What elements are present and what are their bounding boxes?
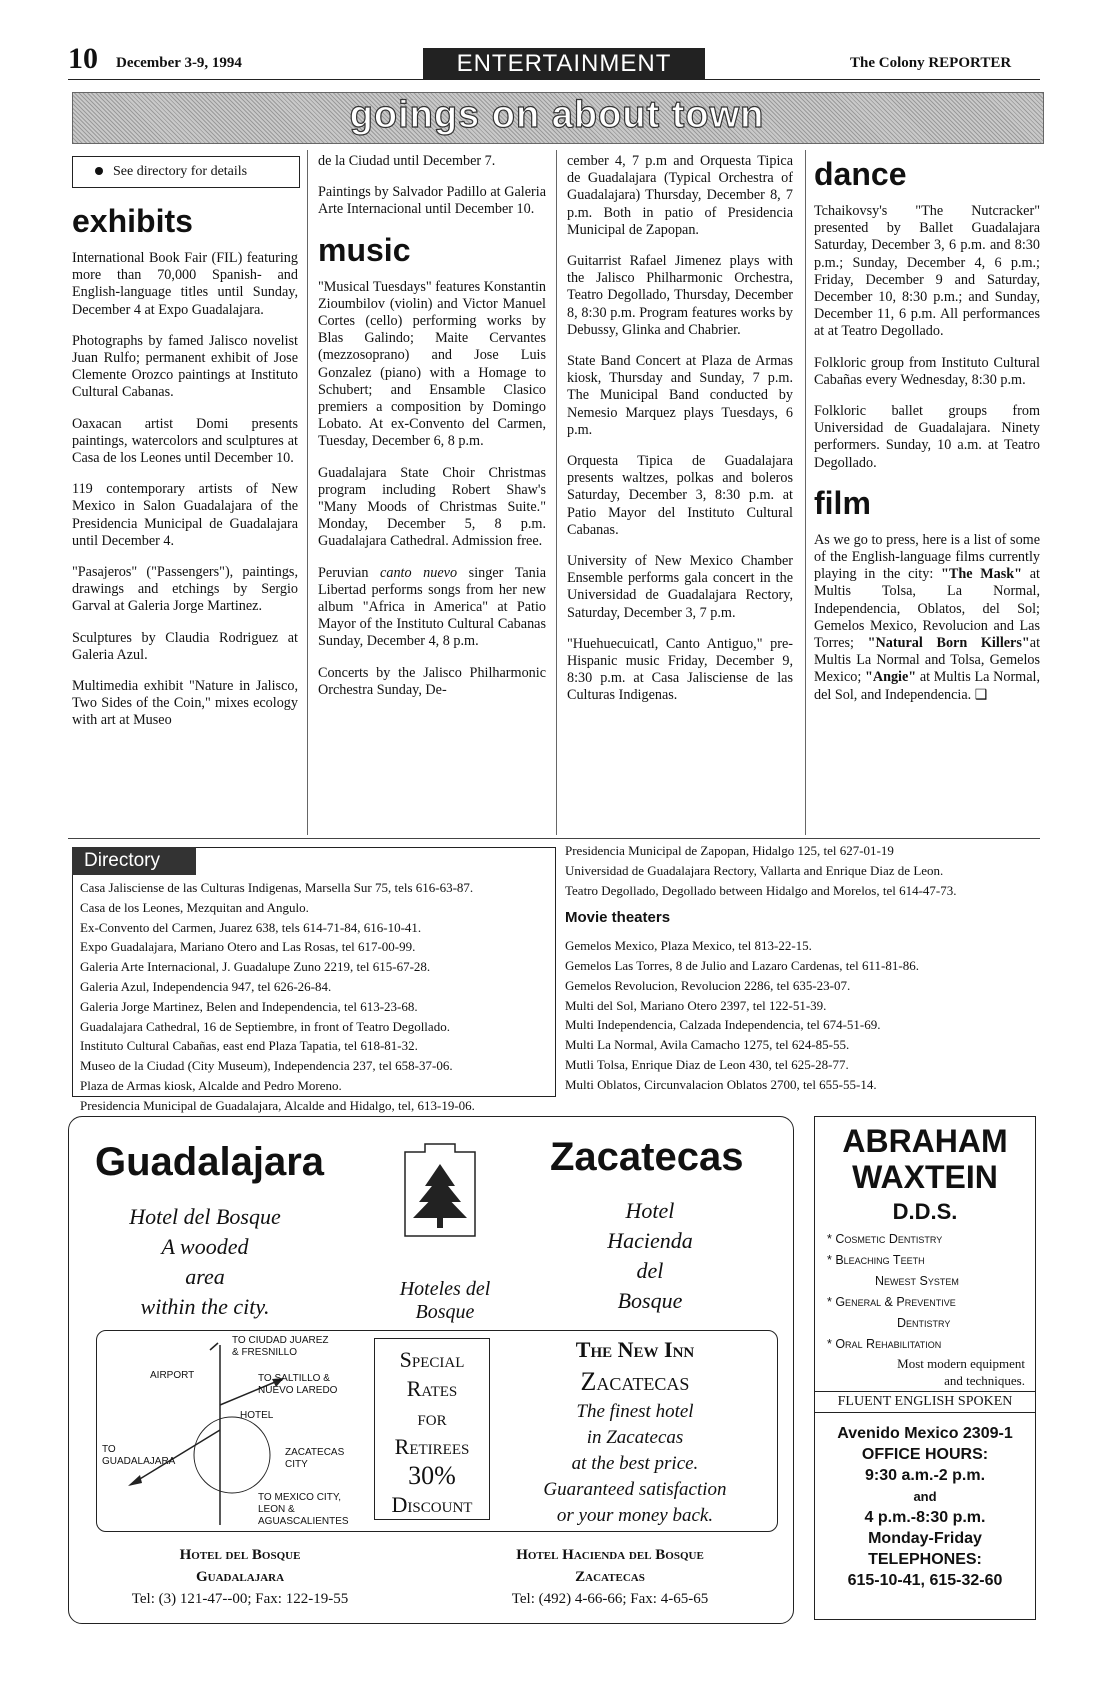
directory-entry: Teatro Degollado, Degollado between Hidalgo and Morelos, tel 614-47-73. — [565, 882, 957, 898]
music-item: Concerts by the Jalisco Philharmonic Orchestra Sunday, De- — [318, 664, 546, 698]
column-divider — [307, 150, 308, 835]
music-item: Guitarrist Rafael Jimenez plays with the Jalisco Philharmonic Orchestra, Teatro Degollado, Thursday, December 8, 8:30 p.m. Program features works by Debussy, Glinka and Chabrier. — [567, 253, 793, 338]
map-label-north: TO CIUDAD JUAREZ & FRESNILLO — [232, 1335, 329, 1358]
dance-item: Folkloric group from Instituto Cultural Cabañas every Wednesday, 8:30 p.m. — [814, 354, 1040, 388]
bullet-icon — [95, 167, 103, 175]
movie-entry: Multi del Sol, Mariano Otero 2397, tel 122-51-39. — [565, 997, 827, 1013]
directory-entry: Instituto Cultural Cabañas, east end Plaza Tapatia, tel 618-81-32. — [80, 1038, 418, 1054]
movie-entry: Multi Oblatos, Circunvalacion Oblatos 2700, tel 655-55-14. — [565, 1076, 877, 1092]
dentist-fluent: FLUENT ENGLISH SPOKEN — [815, 1391, 1035, 1413]
map-label-zacatecas: ZACATECAS CITY — [285, 1447, 345, 1470]
dentist-surname: WAXTEIN — [852, 1159, 998, 1195]
header-rule — [68, 79, 1040, 80]
dance-heading: dance — [814, 156, 907, 192]
page-number: 10 — [68, 42, 98, 75]
directory-entry: Guadalajara Cathedral, 16 de Septiembre, in front of Teatro Degollado. — [80, 1018, 450, 1034]
hoteles-del-bosque-logo: Hoteles del Bosque — [399, 1278, 491, 1323]
map-label-saltillo: TO SALTILLO & NUEVO LAREDO — [258, 1373, 338, 1396]
section-title: ENTERTAINMENT — [423, 48, 705, 80]
directory-list — [80, 878, 550, 1116]
exhibit-item: Oaxacan artist Domi presents paintings, watercolors and sculptures at Casa de los Leones until December 10. — [72, 415, 298, 467]
hacienda-footer: Hotel Hacienda del Bosque Zacatecas Tel: (492) 4-66-66; Fax: 4-65-65 — [511, 1547, 709, 1607]
directory-entry: Casa de los Leones, Mezquitan and Angulo. — [80, 899, 309, 915]
directory-entry: Museo de la Ciudad (City Museum), Independencia 237, tel 658-37-06. — [80, 1058, 453, 1074]
music-item: Orquesta Tipica de Guadalajara presents waltzes, polkas and boleros Saturday, December 3, 8:30 p.m. at Patio Mayor del Instituto Cultural Cabanas. — [567, 453, 793, 538]
issue-date: December 3-9, 1994 — [116, 55, 242, 71]
music-item: Guadalajara State Choir Christmas program including Robert Shaw's "Many Moods of Christmas Suite." Monday, December 5, 8 p.m. Guadalajara Cathedral. Admission free. — [318, 464, 546, 550]
directory-entry: Casa Jalisciense de las Culturas Indigenas, Marsella Sur 75, tels 616-63-87. — [80, 880, 474, 895]
directory-list-right — [565, 841, 1040, 1095]
dentist-title: D.D.S. — [892, 1199, 958, 1224]
exhibit-item: Multimedia exhibit "Nature in Jalisco, Two Sides of the Coin," mixes ecology with art at Museo — [72, 678, 298, 729]
section-rule — [68, 838, 1040, 839]
exhibit-item: "Pasajeros" ("Passengers"), paintings, drawings and etchings by Sergio Garval at Galeria Jorge Martinez. — [72, 564, 298, 615]
directory-entry: Galeria Jorge Martinez, Belen and Independencia, tel 613-23-68. — [80, 998, 418, 1014]
ad-city-zacatecas: Zacatecas — [550, 1135, 744, 1179]
dentist-equipment: Most modern equipment and techniques. — [897, 1356, 1025, 1388]
exhibits-heading: exhibits — [72, 203, 193, 239]
directory-entry: Expo Guadalajara, Mariano Otero and Las Rosas, tel 617-00-99. — [80, 939, 416, 955]
directory-entry: Presidencia Municipal de Guadalajara, Alcalde and Hidalgo, tel, 613-19-06. — [80, 1097, 475, 1113]
ad-city-guadalajara: Guadalajara — [95, 1140, 325, 1184]
dentist-services: * Cosmetic Dentistry * Bleaching Teeth Newest System * General & Preventive Dentistry * Oral Rehabilitation — [827, 1232, 959, 1351]
see-directory-box — [72, 156, 300, 188]
special-rates-box: Special Rates for Retirees 30% Discount — [374, 1338, 490, 1520]
directory-entry: Universidad de Guadalajara Rectory, Vallarta and Enrique Diaz de Leon. — [565, 862, 944, 878]
exhibit-item: Photographs by famed Jalisco novelist Juan Rulfo; permanent exhibit of Jose Clemente Orozco paintings at Instituto Cultural Cabanas. — [72, 332, 298, 401]
music-column-2 — [567, 153, 793, 719]
directory-entry: Plaza de Armas kiosk, Alcalde and Pedro Moreno. — [80, 1077, 342, 1093]
end-mark-icon: ❑ — [974, 686, 988, 703]
film-list: As we go to press, here is a list of some of the English-language films currently playing in the city: "The Mask" at Multis Tolsa, La Normal, Independencia, Oblatos, del Sol; Gemelos Mexico, Revolucion and Las Torres; "Natural Born Killers"at Multis La Normal and Tolsa, Gemelos Mexico; "Angie" at Multis La Normal, del Sol, and Independencia. ❑ — [814, 531, 1041, 703]
dentist-name: ABRAHAM — [842, 1123, 1008, 1159]
movie-entry: Multi Independencia, Calzada Independencia, tel 674-51-69. — [565, 1017, 881, 1033]
music-item-peruvian: Peruvian canto nuevo singer Tania Libertad performs songs from her new album "Africa in America" at Patio Mayor of the Instituto Cultural Cabanas Sunday, December 4, 8 p.m. — [318, 564, 546, 650]
music-item: State Band Concert at Plaza de Armas kiosk, Thursday and Sunday, 7 p.m. The Municipal Band conducted by Nemesio Marquez plays Tuesdays, 6 p.m. — [567, 353, 793, 438]
music-column-1 — [318, 153, 546, 713]
dance-film-column — [814, 153, 1040, 718]
directory-entry: Presidencia Municipal de Zapopan, Hidalgo 125, tel 627-01-19 — [565, 843, 894, 858]
movie-entry: Multi La Normal, Avila Camacho 1275, tel 624-85-55. — [565, 1037, 850, 1053]
movie-entry: Gemelos Las Torres, 8 de Julio and Lazaro Cardenas, tel 611-81-86. — [565, 957, 919, 973]
tree-logo-icon — [395, 1142, 485, 1242]
directory-label: Directory — [72, 847, 196, 875]
movie-entry: Mutli Tolsa, Enrique Diaz de Leon 430, tel 625-28-77. — [565, 1056, 849, 1072]
directory-entry: Galeria Azul, Independencia 947, tel 626-26-84. — [80, 978, 332, 994]
banner-title: goings on about town — [349, 94, 765, 136]
directory-entry: Galeria Arte Internacional, J. Guadalupe Zuno 2219, tel 615-67-28. — [80, 959, 431, 975]
hotel-del-bosque-footer: Hotel del Bosque Guadalajara Tel: (3) 121-47--00; Fax: 122-19-55 — [131, 1547, 349, 1607]
exhibit-item: International Book Fair (FIL) featuring more than 70,000 Spanish- and English-language titles until Sunday, December 4 at Expo Guadalajara. — [72, 250, 298, 318]
map-label-airport: AIRPORT — [150, 1370, 195, 1381]
column-divider — [556, 150, 557, 835]
music-item: "Huehuecuicatl, Canto Antiguo," pre-Hispanic music Friday, December 9, 8:30 p.m. at Casa Jalisciense de las Culturas Indigenas. — [567, 635, 793, 704]
dentist-ad — [814, 1116, 1036, 1620]
film-heading: film — [814, 484, 871, 521]
map-label-guadalajara: TO GUADALAJARA — [102, 1444, 176, 1467]
music-item: "Musical Tuesdays" features Konstantin Zioumbilov (violin) and Victor Manuel Cortes (cello) performing works by Blas Galindo; Maite Cervantes (mezzosoprano) and Jose Luis Gonzalez (piano) with a Homage to Schubert; and Ensamble Clasico premiers a composition by Domingo Lobato. At ex-Convento del Carmen, Tuesday, December 6, 8 p.m. — [318, 278, 546, 450]
music-item: University of New Mexico Chamber Ensemble performs gala concert in the Universidad de Guadalajara Rectory, Saturday, December 3, 7 p.m. — [567, 553, 793, 621]
guadalajara-tagline: Hotel del Bosque A wooded area within the city. — [129, 1204, 281, 1319]
new-inn-text: The New Inn Zacatecas The finest hotel in Zacatecas at the best price. Guaranteed satisfaction or your money back. — [543, 1337, 727, 1526]
music-heading: music — [318, 231, 411, 268]
exhibit-item: 119 contemporary artists of New Mexico in Salon Guadalajara of the Presidencia Municipal de Guadalajara until December 4. — [72, 481, 298, 549]
map-label-south: TO MEXICO CITY, LEON & AGUASCALIENTES — [258, 1492, 349, 1527]
exhibit-item: Sculptures by Claudia Rodriguez at Galeria Azul. — [72, 629, 298, 663]
movie-entry: Gemelos Mexico, Plaza Mexico, tel 813-22-15. — [565, 938, 812, 954]
column-divider — [805, 150, 806, 835]
movie-theaters-heading: Movie theaters — [565, 909, 671, 927]
paper-name: The Colony REPORTER — [850, 55, 1012, 71]
dance-item: Tchaikovsy's "The Nutcracker" presented by Ballet Guadalajara Saturday, December 3, 6 p.m. and 8:30 p.m.; Sunday, December 4, 6 p.m.; Friday, December 9 and Saturday, December 10, 8:30 p.m.; and Sunday, December 11, 6 p.m. All performances at at Teatro Degollado. — [814, 203, 1040, 340]
movie-entry: Gemelos Revolucion, Revolucion 2286, tel 635-23-07. — [565, 977, 851, 993]
dance-item: Folkloric ballet groups from Universidad de Guadalajara. Ninety performers. Sunday, 10 a.m. at Teatro Degollado. — [814, 403, 1040, 471]
see-directory-text: See directory for details — [113, 164, 248, 179]
exhibits-column — [72, 200, 298, 744]
exhibit-item: Paintings by Salvador Padillo at Galeria Arte Internacional until December 10. — [318, 184, 546, 218]
exhibit-item-cont: de la Ciudad until December 7. — [318, 153, 496, 169]
music-item: cember 4, 7 p.m and Orquesta Tipica de Guadalajara (Typical Orchestra of Guadalajara) Thursday, December 8, 7 p.m. Both in patio of Presidencia Municipal de Zapopan. — [567, 153, 793, 238]
directory-entry: Ex-Convento del Carmen, Juarez 638, tels 614-71-84, 616-10-41. — [80, 919, 422, 935]
map-label-hotel: HOTEL — [240, 1410, 274, 1421]
zacatecas-tagline: Hotel Hacienda del Bosque — [607, 1198, 693, 1313]
dentist-contact: Avenido Mexico 2309-1 OFFICE HOURS: 9:30 a.m.-2 p.m. and 4 p.m.-8:30 p.m. Monday-Friday TELEPHONES: 615-10-41, 615-32-60 — [837, 1425, 1013, 1589]
